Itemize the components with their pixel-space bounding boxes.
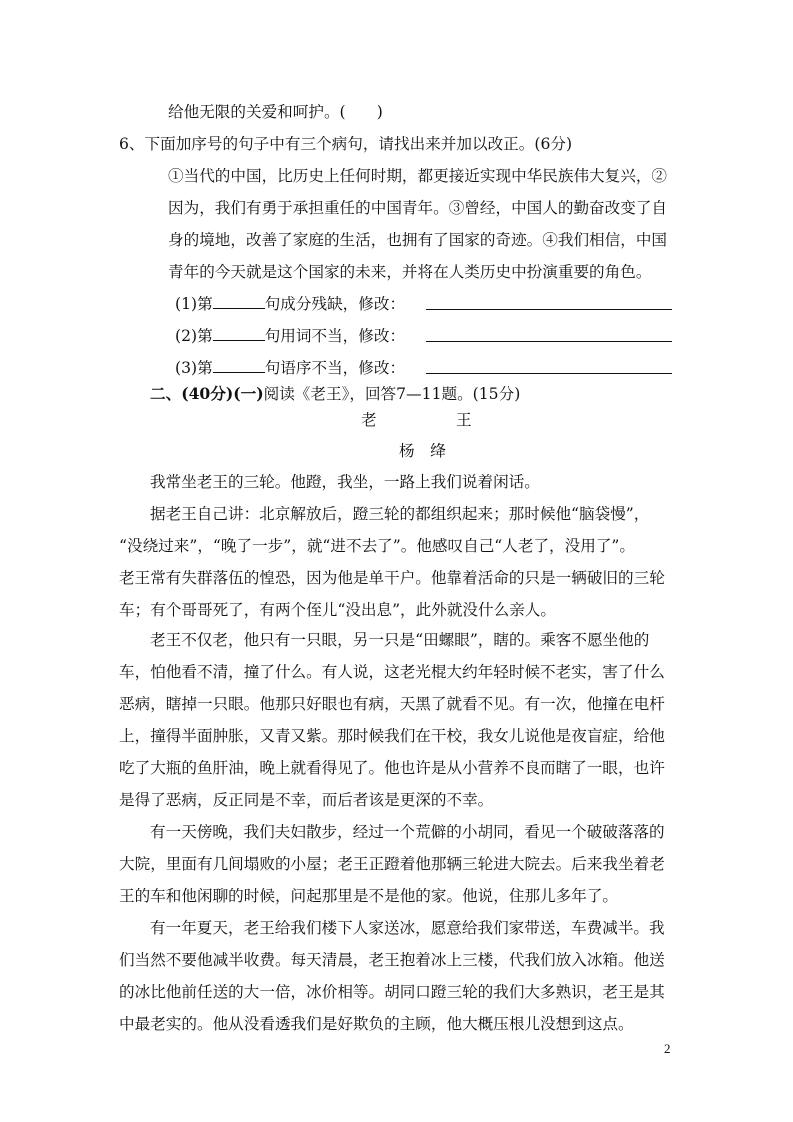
- section-heading: [150, 384, 520, 404]
- q6-passage-line: 身的境地，改善了家庭的生活，也拥有了国家的奇迹。④我们相信，中国: [168, 231, 668, 249]
- answer-blank-line[interactable]: [426, 309, 672, 310]
- body-line: 的冰比他前任送的大一倍，冰价相等。胡同口蹬三轮的我们大多熟识，老王是其: [119, 983, 665, 1001]
- body-line: 吃了大瓶的鱼肝油，晚上就看得见了。他也许是从小营养不良而瞎了一眼，也许: [119, 759, 665, 777]
- answer-blank-line[interactable]: [426, 341, 672, 342]
- body-line: 老王常有失群落伍的惶恐，因为他是单干户。他靠着活命的只是一辆破旧的三轮: [119, 569, 665, 587]
- q6-passage-line: ①当代的中国，比历史上任何时期，都更接近实现中华民族伟大复兴，②: [168, 167, 668, 185]
- answer-suffix: 句成分残缺，修改：: [264, 295, 406, 313]
- page-number: 2: [664, 1041, 671, 1056]
- body-line: 大院，里面有几间塌败的小屋；老王正蹬着他那辆三轮进大院去。后来我坐着老: [119, 855, 665, 873]
- body-line: “没绕过来”，“晚了一步”，就“进不去了”。他感叹自己“人老了，没用了”。: [119, 537, 635, 555]
- answer-row-1: [175, 294, 405, 314]
- body-line: 中最老实的。他从没看透我们是好欺负的主顾，他大概压根儿没想到这点。: [119, 1015, 634, 1033]
- q6-passage-line: 青年的今天就是这个国家的未来，并将在人类历史中扮演重要的角色。: [168, 263, 652, 281]
- article-title-char: 老: [361, 411, 377, 429]
- body-line: 是得了恶病，反正同是不幸，而后者该是更深的不幸。: [119, 791, 494, 809]
- answer-label: (2)第: [175, 327, 213, 345]
- body-line: 车，怕他看不清，撞了什么。有人说，这老光棍大约年轻时候不老实，害了什么: [119, 663, 665, 681]
- section-heading-text: 阅读《老王》，回答7—11题。(15分): [263, 385, 521, 403]
- body-line: 我常坐老王的三轮。他蹬，我坐，一路上我们说着闲话。: [150, 473, 540, 491]
- answer-blank-line[interactable]: [426, 373, 672, 374]
- body-line: 王的车和他闲聊的时候，问起那里是不是他的家。他说，住那儿多年了。: [119, 887, 619, 905]
- body-line: 有一天傍晚，我们夫妇散步，经过一个荒僻的小胡同，看见一个破破落落的: [150, 823, 665, 841]
- prev-question-tail: 给他无限的关爱和呵护。( ): [168, 103, 383, 121]
- answer-label: (3)第: [175, 359, 213, 377]
- answer-row-3: [175, 358, 405, 378]
- body-line: 上，撞得半面肿胀，又青又紫。那时候我们在干校，我女儿说他是夜盲症，给他: [119, 727, 665, 745]
- article-title-char: 王: [456, 411, 472, 429]
- answer-suffix: 句用词不当，修改：: [264, 327, 406, 345]
- body-line: 老王不仅老，他只有一只眼，另一只是“田螺眼”，瞎的。乘客不愿坐他的: [150, 631, 650, 649]
- q6-passage-line: 因为，我们有勇于承担重任的中国青年。③曾经，中国人的勤奋改变了自: [168, 199, 668, 217]
- body-line: 们当然不要他减半收费。每天清晨，老王抱着冰上三楼，代我们放入冰箱。他送: [119, 951, 665, 969]
- answer-row-2: [175, 326, 405, 346]
- sentence-number-blank[interactable]: [213, 326, 265, 341]
- sentence-number-blank[interactable]: [213, 358, 265, 373]
- sentence-number-blank[interactable]: [213, 294, 265, 309]
- body-line: 恶病，瞎掉一只眼。他那只好眼也有病，天黑了就看不见。有一次，他撞在电杆: [119, 695, 665, 713]
- body-line: 据老王自己讲：北京解放后，蹬三轮的都组织起来；那时候他“脑袋慢”，: [150, 505, 650, 523]
- article-author: 杨 绛: [399, 442, 446, 460]
- answer-suffix: 句语序不当，修改：: [264, 359, 406, 377]
- body-line: 车；有个哥哥死了，有两个侄儿“没出息”，此外就没什么亲人。: [119, 601, 556, 619]
- section-heading-bold: 二、(40分)(一): [150, 384, 264, 403]
- body-line: 有一年夏天，老王给我们楼下人家送冰，愿意给我们家带送，车费减半。我: [150, 919, 665, 937]
- question-6: 6、下面加序号的句子中有三个病句，请找出来并加以改正。(6分): [119, 135, 573, 153]
- answer-label: (1)第: [175, 295, 213, 313]
